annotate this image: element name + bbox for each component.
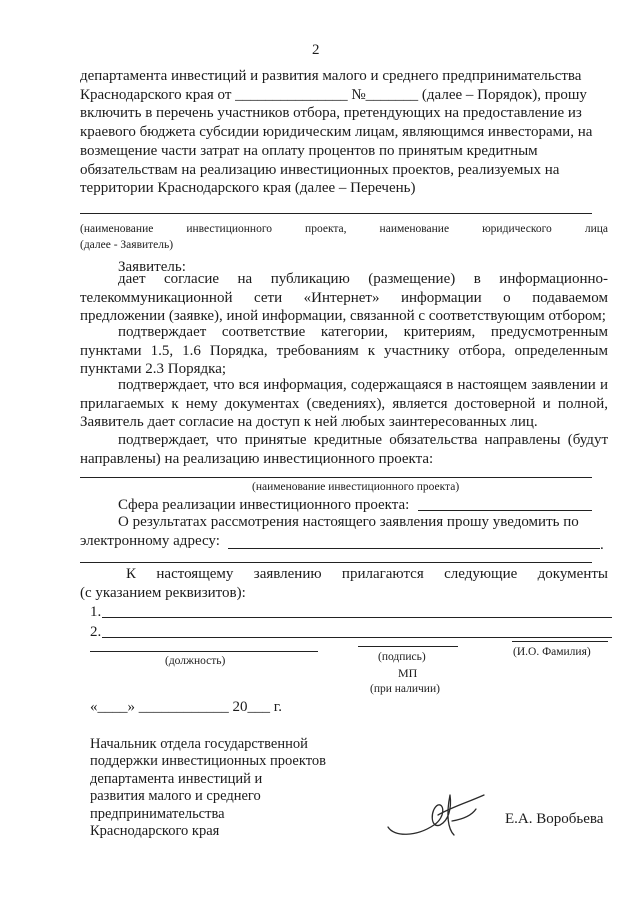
signature-line: [358, 646, 458, 647]
official-title-line: Начальник отдела государственной: [90, 736, 308, 752]
sphere-line: [418, 510, 592, 511]
confirm-info-line: подтверждает, что вся информация, содержащаяся в настоящем заявлении и: [118, 377, 608, 393]
official-title-line: предпринимательства: [90, 805, 225, 822]
consent-line: телекоммуникационной сети «Интернет» информации о подаваемом: [80, 289, 608, 306]
intro-line: департамента инвестиций и развития малого и среднего предпринимательства: [80, 68, 582, 84]
confirm-info-paragraph: [80, 376, 608, 432]
email-line: [228, 548, 600, 549]
applicant-name-caption-2: (далее - Заявитель): [80, 239, 174, 251]
fio-line: [512, 641, 608, 642]
official-title-line: департамента инвестиций и: [90, 770, 263, 787]
confirm-info-line: прилагаемых к нему документах (сведениях), является достоверной и полной,: [80, 395, 608, 412]
confirm-credit-paragraph: [80, 431, 608, 468]
attachments-paragraph: [80, 565, 608, 602]
official-title-line: развития малого и среднего: [90, 788, 261, 805]
position-caption: (должность): [165, 655, 226, 667]
confirm-criteria-line: пунктами 1.5, 1.6 Порядка, требованиям к участнику отбора, определенным: [80, 342, 608, 359]
intro-line: Краснодарского края от _______________ №_______ (далее – Порядок), прошу: [80, 86, 587, 103]
page-number: 2: [312, 42, 320, 58]
intro-line: краевого бюджета субсидии юридическим лицам, являющимся инвесторами, на: [80, 124, 593, 141]
official-block: [90, 736, 326, 840]
official-title-line: поддержки инвестиционных проектов: [90, 753, 326, 770]
intro-line: включить в перечень участников отбора, претендующих на предоставление из: [80, 105, 582, 122]
project-name-caption: (наименование инвестиционного проекта): [252, 481, 460, 493]
stamp-label: МП: [398, 666, 418, 680]
notify-line: электронному адресу:: [80, 532, 220, 549]
signature-caption: (подпись): [378, 651, 426, 663]
attachment-item-2-line: [102, 637, 612, 638]
consent-line: предложении (заявке), иной информации, связанной с соответствующим отбором;: [80, 308, 606, 325]
date-line: «____» ____________ 20___ г.: [90, 699, 282, 715]
intro-paragraph: [80, 67, 608, 198]
blank-line: [80, 562, 592, 563]
sphere-label: Сфера реализации инвестиционного проекта:: [118, 497, 410, 513]
position-line: [90, 651, 318, 652]
attachment-item-1-line: [102, 617, 612, 618]
stamp-note: (при наличии): [370, 683, 440, 695]
email-line-period: .: [600, 537, 604, 553]
attachment-item-2-number: 2.: [90, 624, 102, 640]
official-title-line: Краснодарского края: [90, 823, 220, 840]
notify-line: О результатах рассмотрения настоящего заявления прошу уведомить по: [118, 514, 579, 530]
confirm-criteria-line: подтверждает соответствие категории, критериям, предусмотренным: [118, 324, 608, 340]
intro-line: обязательствам на реализацию инвестиционных проектов, реализуемых на: [80, 161, 560, 178]
consent-paragraph: [80, 270, 608, 326]
confirm-credit-line: направлены) на реализацию инвестиционного проекта:: [80, 450, 434, 467]
official-name: Е.А. Воробьева: [505, 811, 604, 827]
intro-line: возмещение части затрат на оплату процентов по принятым кредитным: [80, 142, 538, 159]
applicant-name-caption: (наименование инвестиционного проекта, наименование юридического лица: [80, 223, 608, 235]
project-name-line: [80, 477, 592, 478]
handwritten-signature: [380, 785, 500, 845]
confirm-credit-line: подтверждает, что принятые кредитные обязательства направлены (будут: [118, 432, 608, 448]
attachments-line: К настоящему заявлению прилагаются следующие документы: [126, 566, 608, 582]
confirm-criteria-line: пунктами 2.3 Порядка;: [80, 361, 227, 378]
fio-caption: (И.О. Фамилия): [513, 646, 591, 658]
attachments-line: (с указанием реквизитов):: [80, 584, 246, 601]
applicant-label: Заявитель:: [118, 259, 186, 275]
confirm-info-line: Заявитель дает согласие на доступ к ней любых заинтересованных лиц.: [80, 414, 538, 431]
applicant-name-line: [80, 213, 592, 214]
notify-paragraph: [80, 513, 608, 550]
confirm-criteria-paragraph: [80, 323, 608, 379]
intro-line: территории Краснодарского края (далее – Перечень): [80, 180, 416, 197]
attachment-item-1-number: 1.: [90, 604, 102, 620]
consent-line: дает согласие на публикацию (размещение) в информационно-: [118, 271, 608, 287]
